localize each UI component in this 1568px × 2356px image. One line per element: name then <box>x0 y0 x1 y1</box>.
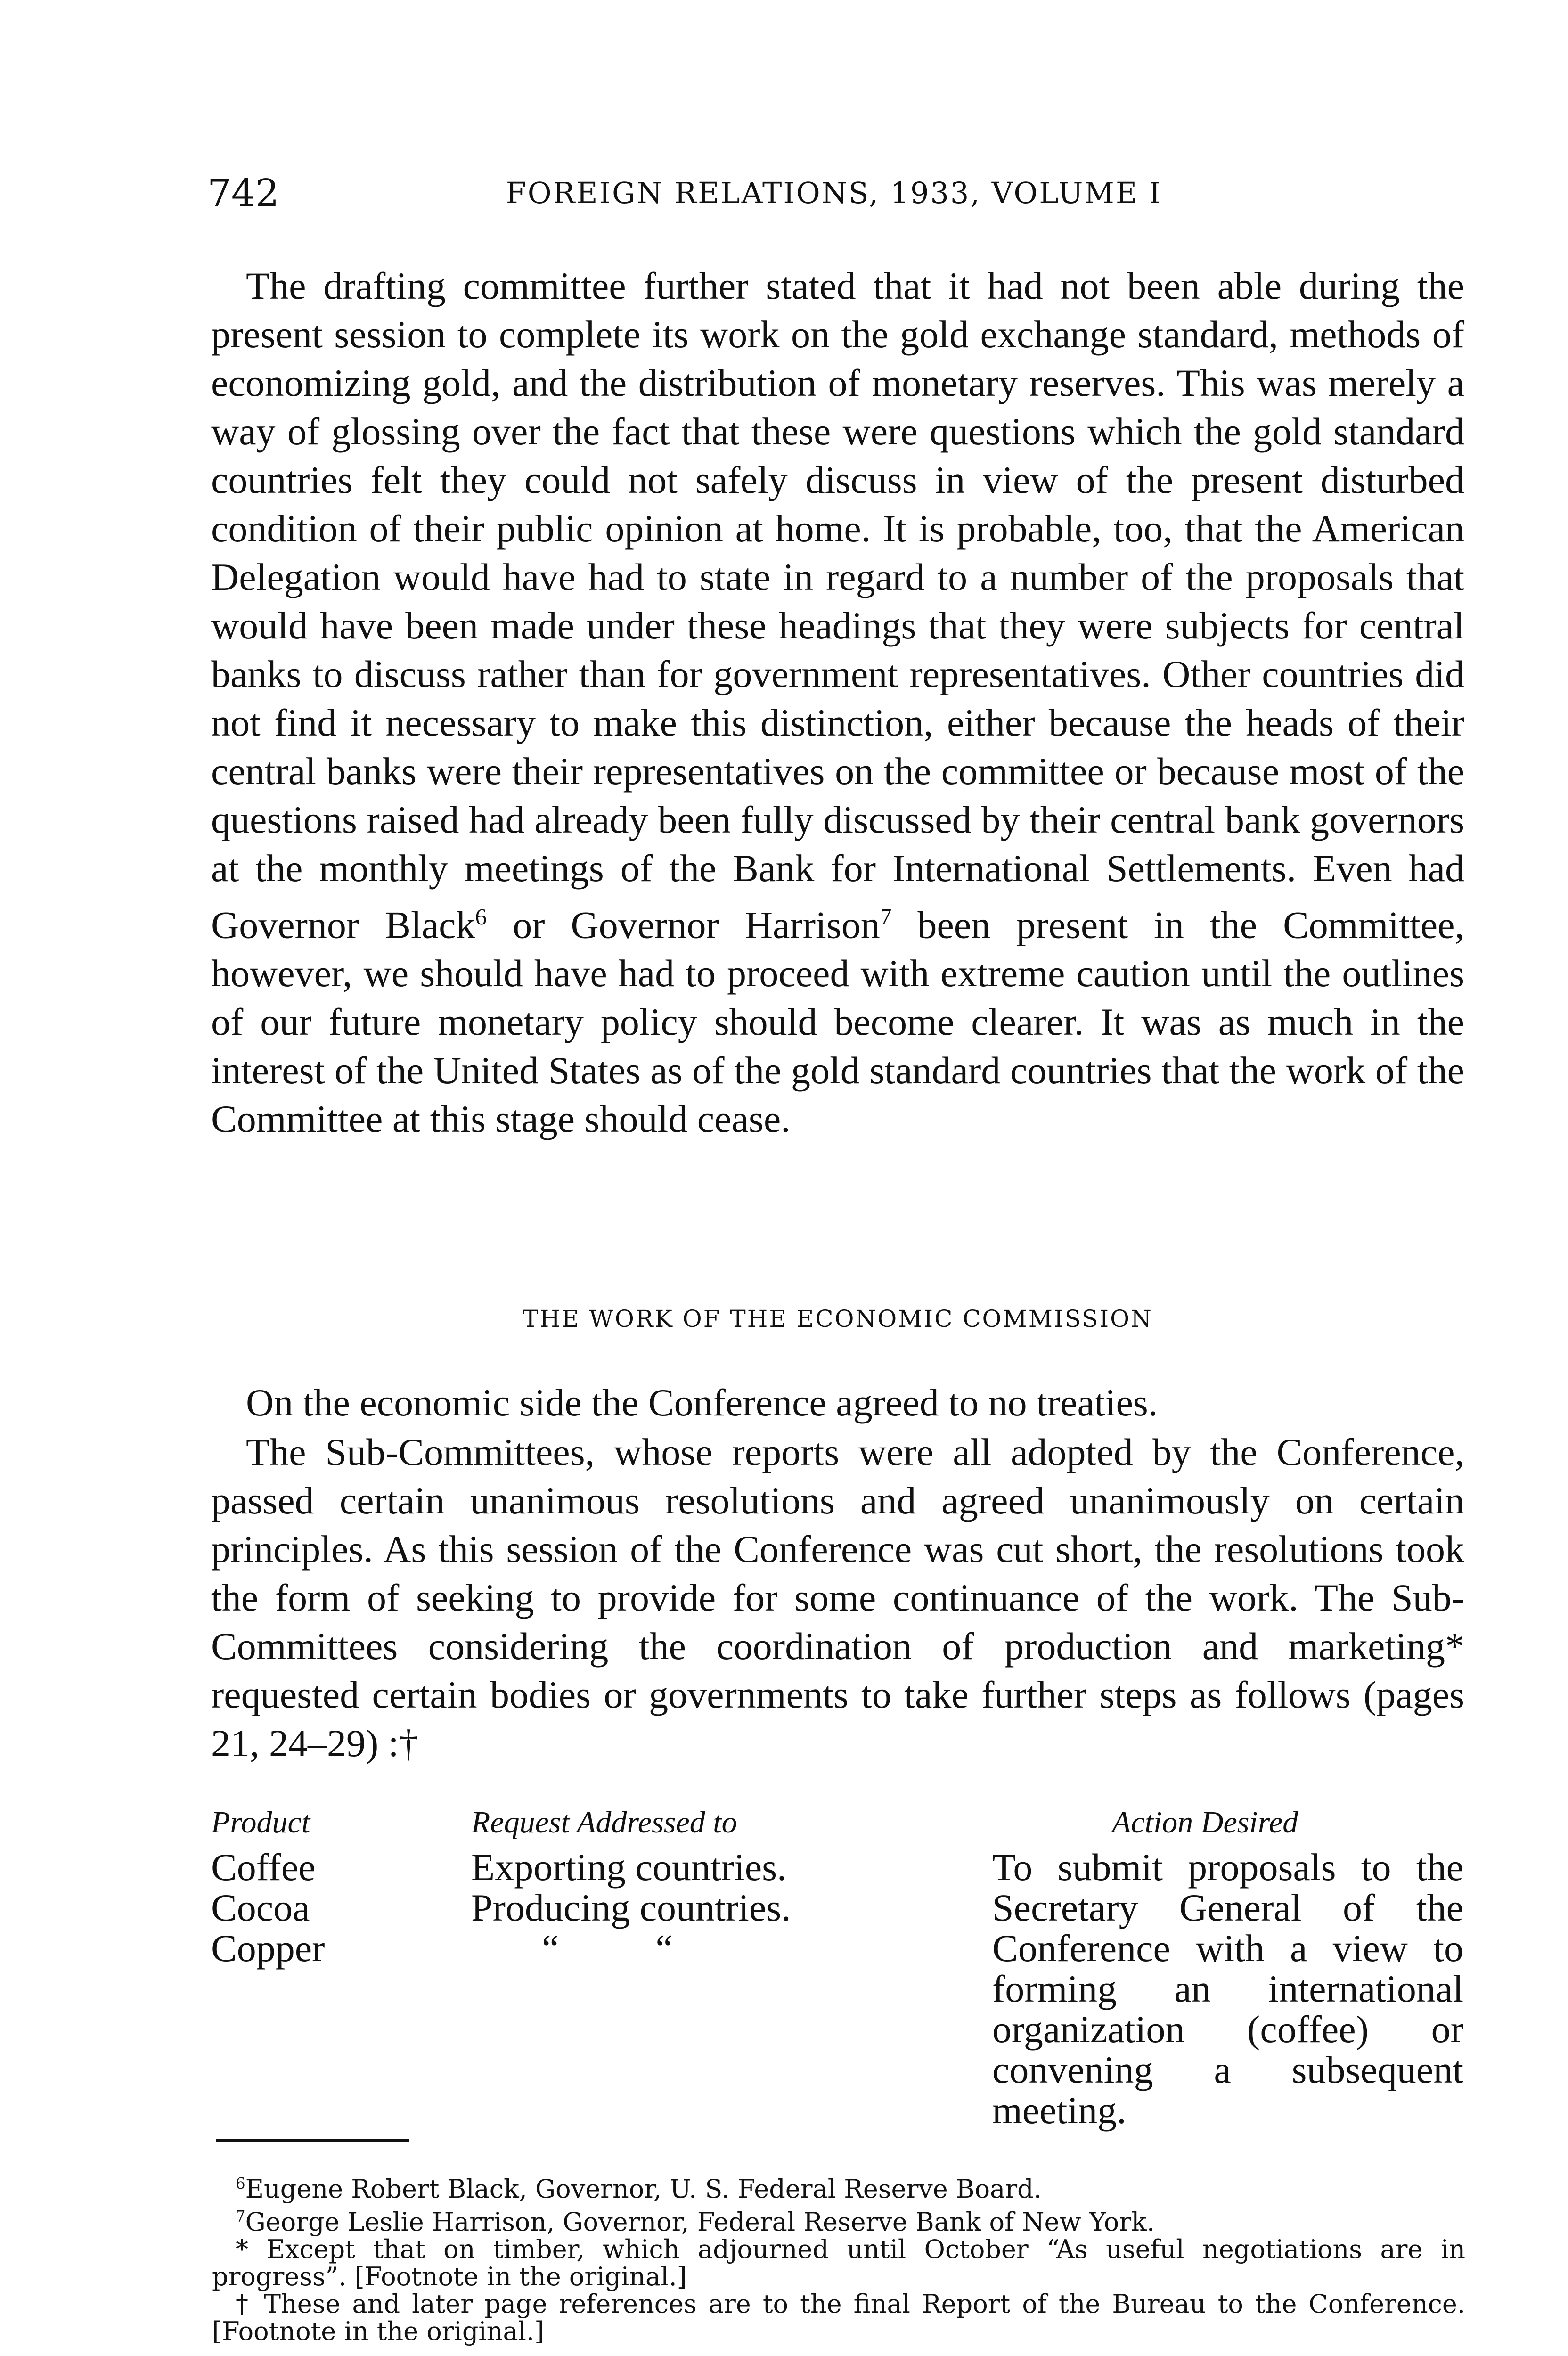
footnote-ref-6: 6 <box>475 904 487 930</box>
table-cell-request: Producing countries. <box>471 1886 791 1929</box>
table-cell-product: Coffee <box>211 1846 316 1889</box>
footnote-text-7: George Leslie Harrison, Governor, Federal Reserve Bank of New York. <box>245 2207 1155 2237</box>
page-number: 742 <box>207 171 279 215</box>
footnote-mark-7: 7 <box>236 2208 245 2225</box>
paragraph-monetary-part1: The drafting committee further stated that it had not been able during the present session to complete its work on the gold exchange standard, methods of economizing gold, and the distribution of monetary reserves. This was merely a way of glossing over the fact that these were questions which the gold standard countries felt they could not safely discuss in view of the present disturbed condition of their public opinion at home. It is probable, too, that the American Delegation would have had to state in regard to a number of the proposals that would have been made under these headings that they were subjects for central banks to discuss rather than for government representatives. Other countries did not find it necessary to make this distinction, either because the heads of their central banks were their representatives on the committee or because most of the questions raised had already been fully discussed by their central bank governors at the monthly meetings of the Bank for International Settlements. Even had Governor Black <box>211 264 1464 947</box>
table-cell-request: Exporting countries. <box>471 1846 787 1889</box>
paragraph-monetary-part2: or Governor Harrison <box>487 903 880 947</box>
table-column-products <box>211 1847 325 1969</box>
footnote-6 <box>212 2170 1465 2203</box>
page-header <box>207 167 1461 219</box>
table-cell-action: To submit proposals to the Secretary General of the Conference with a view to forming an international organization (coffee) or convening a subsequent meeting. <box>992 1846 1463 2132</box>
table-cell-request: “ “ <box>542 1927 673 1970</box>
footnote-ref-7: 7 <box>880 904 892 930</box>
footnote-rule <box>216 2139 409 2142</box>
table-header-action: Action Desired <box>1112 1805 1298 1840</box>
section-heading: THE WORK OF THE ECONOMIC COMMISSION <box>523 1305 1153 1333</box>
paragraph-monetary <box>211 262 1464 1143</box>
table-header-product: Product <box>211 1805 310 1840</box>
paragraph-sub-committees: The Sub-Committees, whose reports were all adopted by the Conference, passed certain unanimous resolutions and agreed unanimously on certain principles. As this session of the Conference was cut short, the resolutions took the form of seeking to provide for some continuance of the work. The Sub-Committees considering the coordination of production and marketing* requested certain bodies or governments to take further steps as follows (pages 21, 24–29) :† <box>211 1431 1464 1765</box>
paragraph-monetary-part3: been present in the Committee, however, we should have had to proceed with extreme caution until the outlines of our future monetary policy should become clearer. It was as much in the interest of the United States as of the gold standard countries that the work of the Committee at this stage should cease. <box>211 903 1464 1141</box>
table-header-request: Request Addressed to <box>471 1805 737 1840</box>
footnote-mark-6: 6 <box>236 2175 245 2192</box>
footnotes <box>212 2170 1465 2345</box>
table-cell-product: Cocoa <box>211 1886 310 1929</box>
paragraph-no-treaties: On the economic side the Conference agreed to no treaties. <box>246 1381 1158 1424</box>
running-head: FOREIGN RELATIONS, 1933, VOLUME I <box>506 176 1162 210</box>
footnote-star: * Except that on timber, which adjourned until October “As useful negotiations are in progress”. [Footnote in the original.] <box>212 2234 1465 2291</box>
footnote-text-6: Eugene Robert Black, Governor, U. S. Federal Reserve Board. <box>245 2174 1042 2204</box>
footnote-dagger: † These and later page references are to the final Report of the Bureau to the Conference. [Footnote in the original.] <box>212 2289 1465 2346</box>
table-column-requests <box>471 1847 791 1969</box>
table-cell-product: Copper <box>211 1927 325 1970</box>
footnote-7 <box>212 2203 1465 2236</box>
